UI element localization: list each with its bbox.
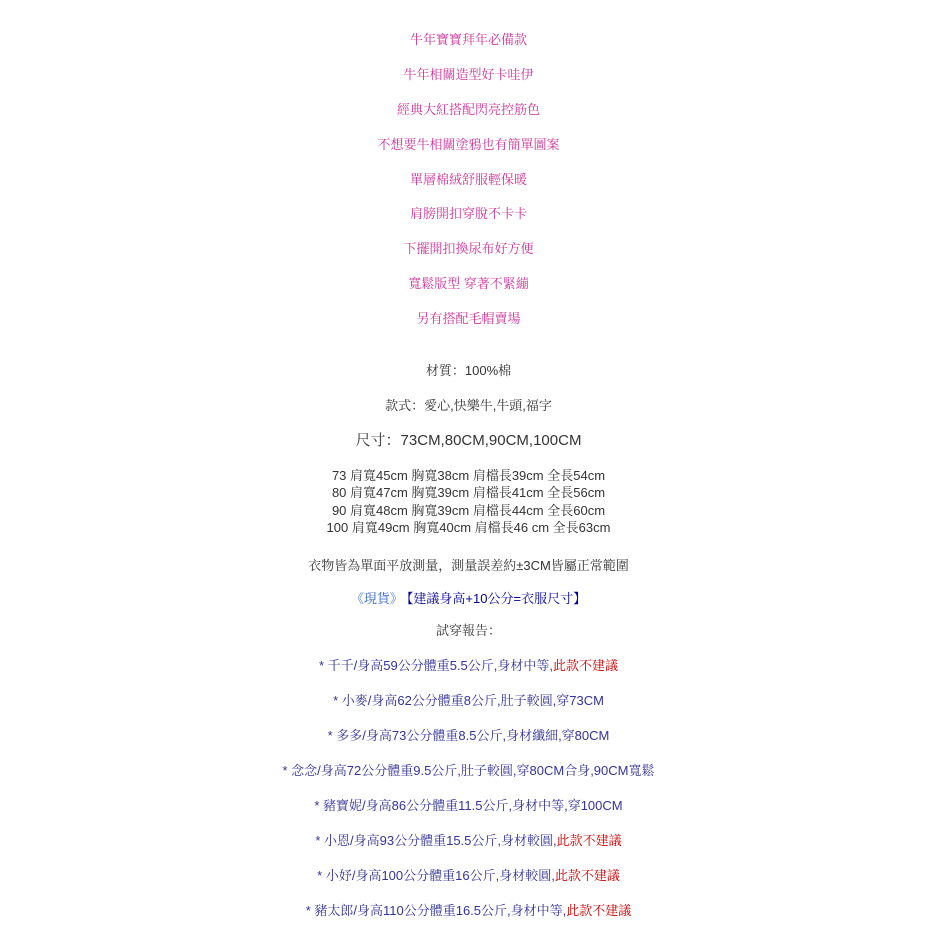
- try-on-report: [0, 868, 937, 884]
- try-on-report: [0, 833, 937, 849]
- stock-label: 《現貨》: [350, 591, 403, 606]
- report-warning: 此款不建議: [556, 833, 622, 848]
- highlight-line: 牛年相關造型好卡哇伊: [403, 67, 534, 82]
- highlight-line: 寬鬆版型 穿著不緊繃: [408, 276, 529, 291]
- try-on-heading: 試穿報告：: [435, 623, 501, 638]
- highlight-line: 經典大紅搭配閃亮控筋色: [396, 102, 540, 117]
- report-text: * 豬太郎/身高110公分體重16.5公斤,身材中等,: [305, 903, 567, 918]
- highlight-line: 不想要牛相關塗鴉也有簡單圖案: [377, 137, 560, 152]
- highlight-line: 牛年寶寶拜年必備款: [409, 32, 527, 47]
- highlight-line: 另有搭配毛帽賣場: [416, 311, 521, 326]
- try-on-report: [0, 693, 937, 709]
- sizes-text: 尺寸：73CM,80CM,90CM,100CM: [355, 432, 582, 449]
- report-text: * 念念/身高72公分體重9.5公斤,肚子較圓,穿80CM合身,90CM寬鬆: [282, 763, 655, 778]
- highlight-line: 肩膀開扣穿脫不卡卡: [409, 206, 527, 221]
- report-warning: 此款不建議: [554, 868, 620, 883]
- try-on-report: [0, 658, 937, 674]
- report-warning: 此款不建議: [553, 658, 619, 673]
- report-text: * 豬寶妮/身高86公分體重11.5公斤,身材中等,穿100CM: [314, 798, 623, 813]
- try-on-report: [0, 903, 937, 919]
- stock-line: [0, 591, 937, 607]
- size-row: 100 肩寬49cm 胸寬40cm 肩檔長46 cm 全長63cm: [326, 520, 611, 535]
- size-row: 80 肩寬47cm 胸寬39cm 肩檔長41cm 全長56cm: [331, 485, 606, 500]
- report-text: * 小麥/身高62公分體重8公斤,肚子較圓,穿73CM: [333, 693, 604, 708]
- report-text: * 千千/身高59公分體重5.5公斤,身材中等,: [318, 658, 554, 673]
- highlight-line: 下擺開扣換尿布好方便: [403, 241, 534, 256]
- measurement-note: 衣物皆為單面平放測量，測量誤差約±3CM皆屬正常範圍: [308, 558, 629, 573]
- report-text: * 小妤/身高100公分體重16公斤,身材較圓,: [317, 868, 555, 883]
- size-advice: 【建議身高+10公分=衣服尺寸】: [406, 591, 587, 606]
- styles-text: 款式：愛心,快樂牛,牛頭,福字: [385, 398, 552, 413]
- report-text: * 小恩/身高93公分體重15.5公斤,身材較圓,: [315, 833, 557, 848]
- size-row: 90 肩寬48cm 胸寬39cm 肩檔長44cm 全長60cm: [331, 503, 606, 518]
- try-on-report: [0, 728, 937, 744]
- material-text: 材質：100%棉: [425, 363, 512, 378]
- report-warning: 此款不建議: [566, 903, 632, 918]
- highlight-line: 單層棉絨舒服輕保暖: [409, 172, 527, 187]
- try-on-report: [0, 798, 937, 814]
- report-text: * 多多/身高73公分體重8.5公斤,身材纖細,穿80CM: [327, 728, 610, 743]
- size-row: 73 肩寬45cm 胸寬38cm 肩檔長39cm 全長54cm: [331, 468, 606, 483]
- try-on-report: [0, 763, 937, 779]
